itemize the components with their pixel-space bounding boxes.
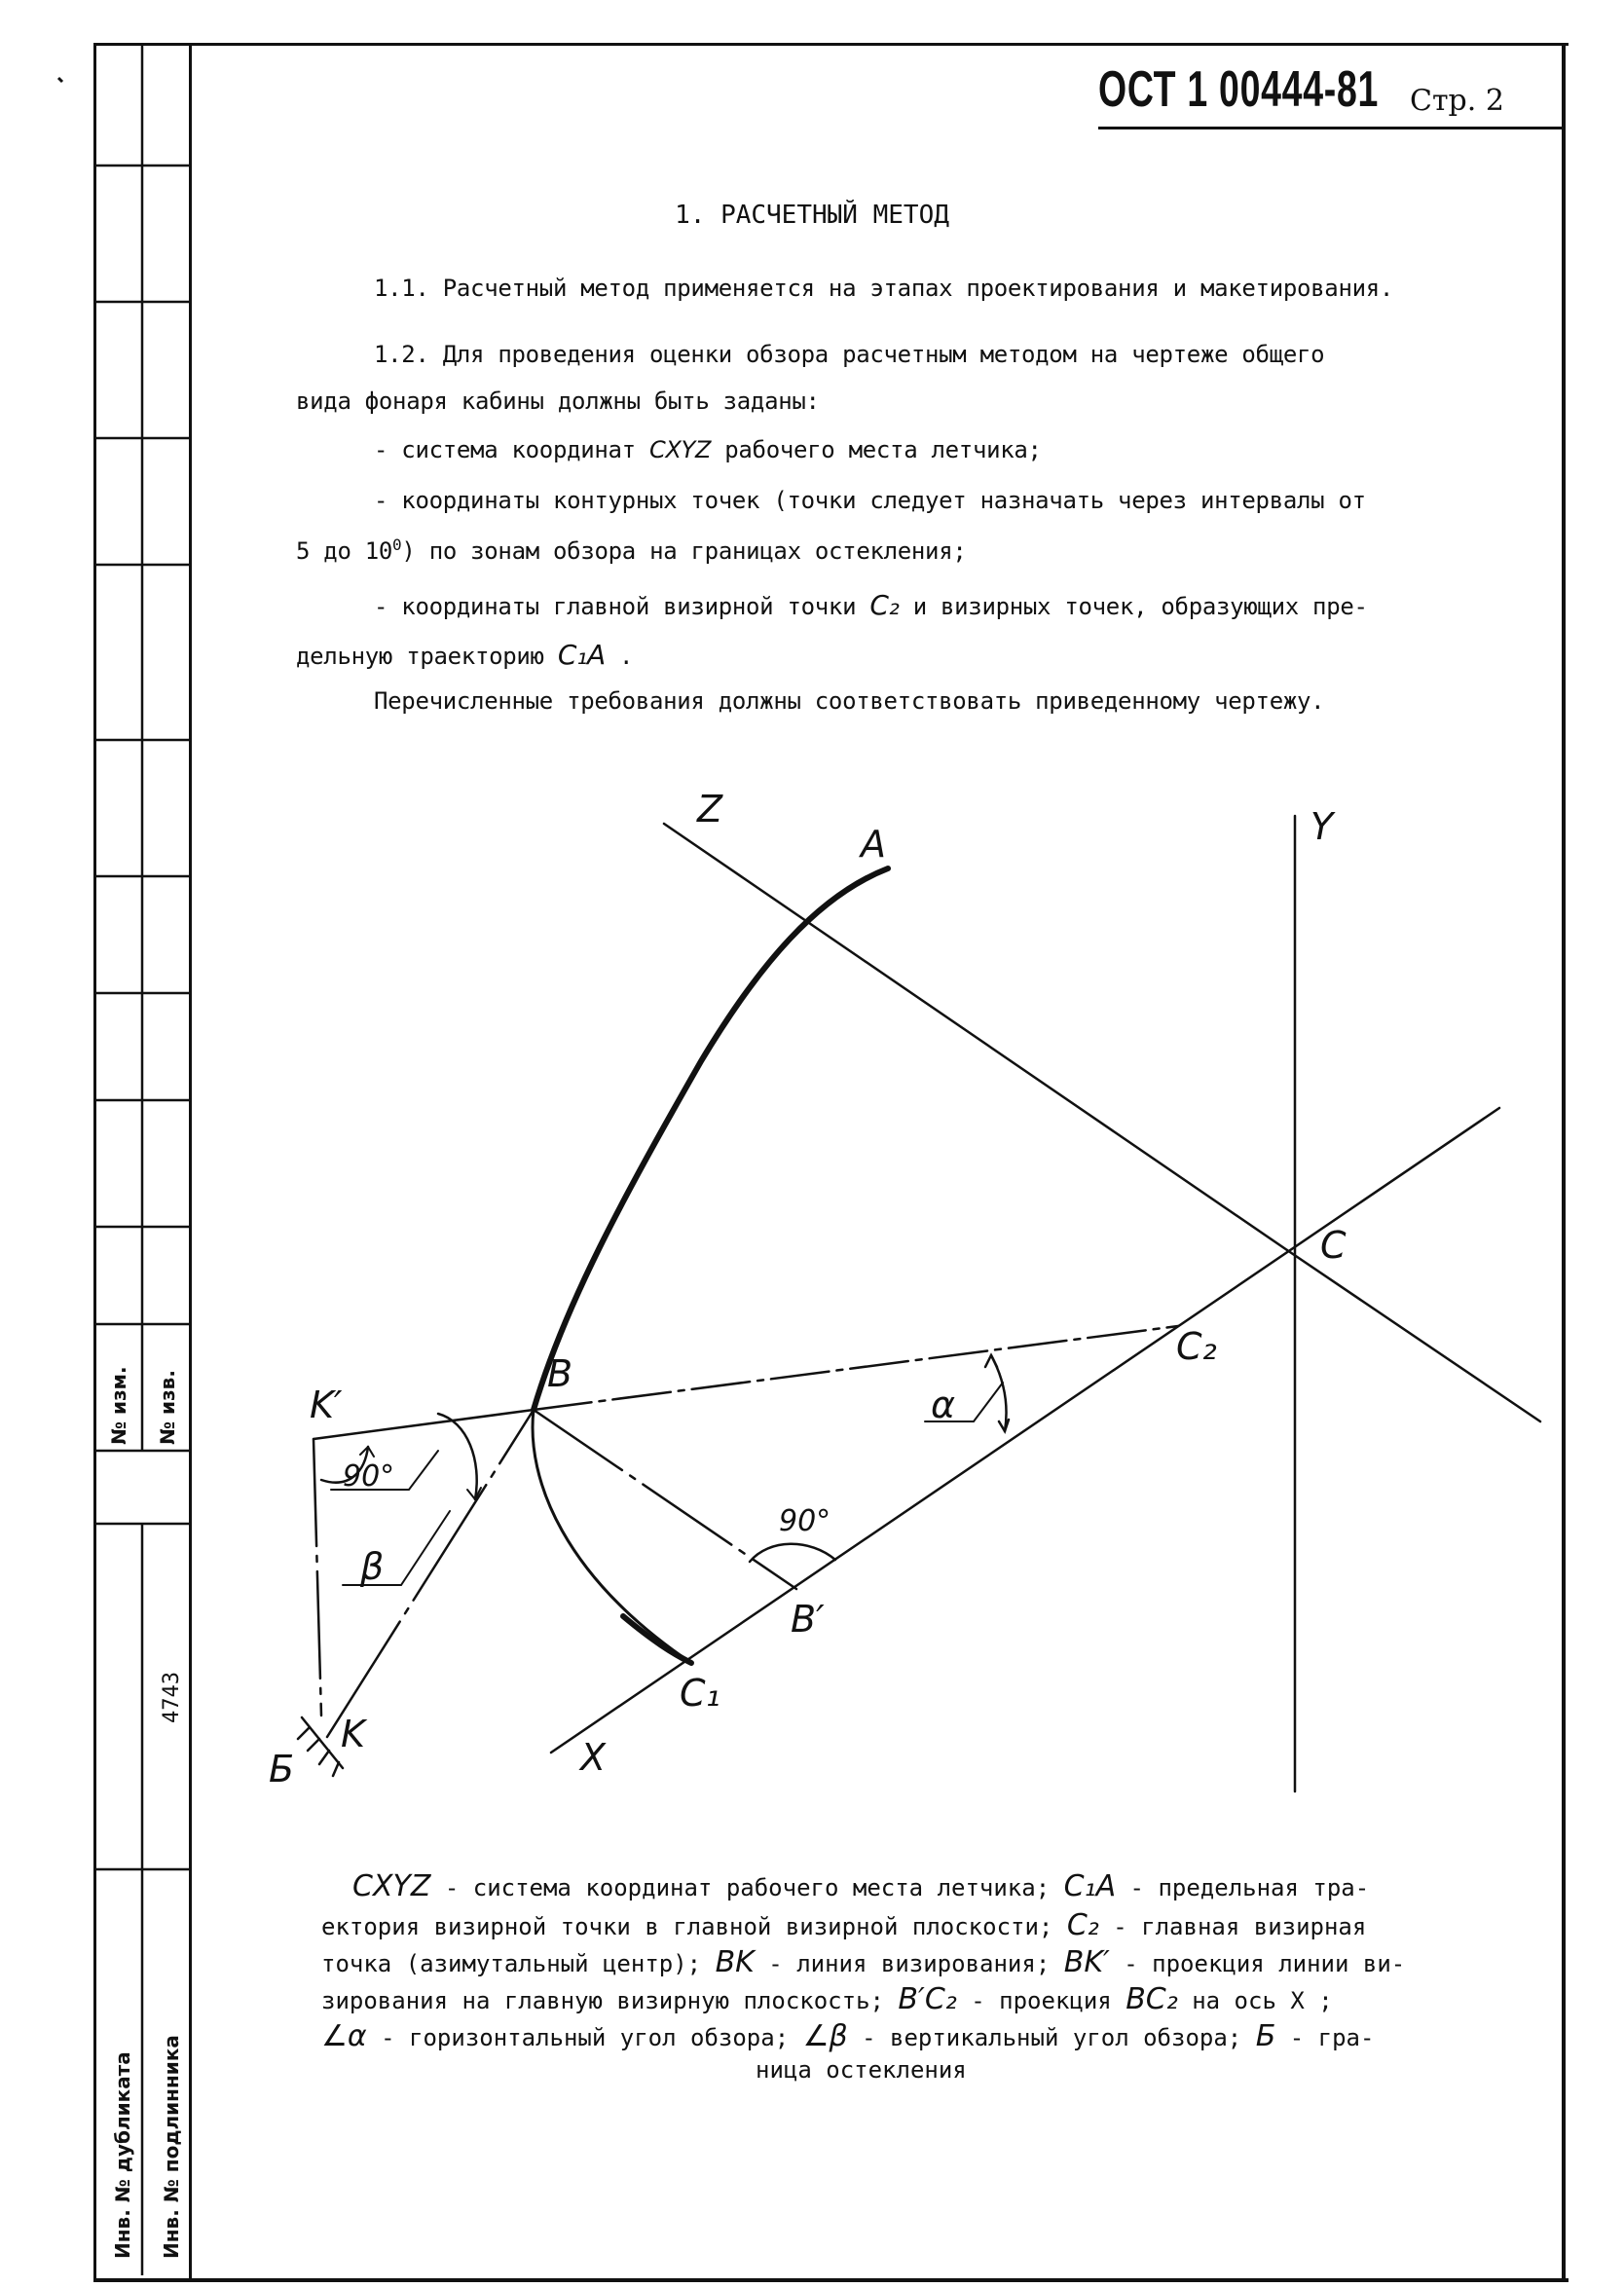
- label-z: Z: [697, 788, 723, 830]
- trajectory-curve-lower: [533, 1410, 691, 1663]
- caption-line-3: [321, 1945, 1405, 1979]
- symbol-bk-prime: BK′: [1063, 1945, 1110, 1979]
- symbol-c2: C₂: [1066, 1908, 1099, 1942]
- degree-sup: 0: [392, 535, 402, 554]
- label-90-left: 90°: [343, 1459, 395, 1494]
- list-item-text: и визирных точек, образующих пре-: [899, 593, 1368, 620]
- caption-text: точка (азимутальный центр);: [321, 1950, 716, 1977]
- label-b: B: [547, 1352, 573, 1395]
- list-item-text: 5 до 10: [296, 537, 393, 565]
- caption-text: на ось X ;: [1177, 1987, 1333, 2014]
- change-number-label: № изм.: [107, 1366, 130, 1445]
- caption-line-6: ница остекления: [756, 2056, 967, 2084]
- inv-duplicate-label: Инв. № дубликата: [111, 2051, 134, 2259]
- caption-text: - гра-: [1275, 2024, 1375, 2051]
- list-item-text: дельную траекторию: [296, 643, 558, 670]
- label-x: X: [580, 1736, 607, 1779]
- caption-line-1: [352, 1869, 1369, 1903]
- caption-text: - проекция: [956, 1987, 1126, 2014]
- caption-text: зирования на главную визирную плоскость;: [321, 1987, 899, 2014]
- list-item-contour-points-line1: - координаты контурных точек (точки следует назначать через интервалы от: [374, 487, 1366, 514]
- label-90-mid: 90°: [779, 1504, 831, 1538]
- projection-line-kb: [314, 1410, 534, 1439]
- sight-projection-line: [534, 1326, 1178, 1410]
- label-beta: β: [360, 1545, 385, 1588]
- right-angle-arc-mid: [750, 1544, 835, 1562]
- z-axis-line: [664, 824, 1287, 1250]
- paragraph-1-1: 1.1. Расчетный метод применяется на этапах проектирования и макетирования.: [374, 275, 1394, 302]
- trajectory-curve-upper: [534, 868, 888, 1410]
- document-code: ОСТ 1 00444-81: [1098, 61, 1380, 118]
- notice-number-label: № изв.: [156, 1370, 179, 1445]
- caption-text: - горизонтальный угол обзора;: [366, 2024, 803, 2051]
- symbol-glazing: Б: [1255, 2019, 1276, 2053]
- inventory-number: 4743: [160, 1672, 184, 1723]
- inv-original-label: Инв. № подлинника: [160, 2035, 183, 2259]
- symbol-c1a: C₁A: [1063, 1869, 1117, 1903]
- diagonal-line: [1287, 1250, 1540, 1421]
- label-c: C: [1320, 1224, 1347, 1267]
- caption-text: - предельная тра-: [1116, 1874, 1370, 1901]
- trajectory-curve-end: [623, 1616, 691, 1663]
- paragraph-1-2-line1: 1.2. Для проведения оценки обзора расчетным методом на чертеже общего: [374, 341, 1325, 368]
- label-k: K: [341, 1713, 365, 1755]
- label-b-prime: B′: [791, 1598, 825, 1641]
- paragraph-1-2-line2: вида фонаря кабины должны быть заданы:: [296, 387, 820, 415]
- label-c1: C₁: [680, 1672, 720, 1715]
- caption-line-2: [321, 1908, 1366, 1942]
- list-item-text: - система координат: [374, 436, 649, 463]
- section-title: 1. РАСЧЕТНЫЙ МЕТОД: [675, 201, 949, 230]
- caption-line-5: [321, 2019, 1374, 2053]
- symbol-angle-alpha: ∠α: [321, 2019, 367, 2053]
- label-glazing: Б: [269, 1748, 295, 1790]
- symbol-angle-beta: ∠β: [802, 2019, 848, 2053]
- caption-line-4: [321, 1982, 1333, 2016]
- caption-text: - вертикальный угол обзора;: [847, 2024, 1256, 2051]
- beta-arc: [438, 1414, 477, 1499]
- page-number: Стр. 2: [1410, 84, 1504, 118]
- symbol-cxyz: CXYZ: [352, 1869, 431, 1903]
- symbol-bk: BK: [715, 1945, 755, 1979]
- perpendicular-bb: [534, 1410, 796, 1589]
- list-item-text: - координаты главной визирной точки: [374, 593, 870, 620]
- label-c2: C₂: [1176, 1325, 1217, 1368]
- caption-text: ектория визирной точки в главной визирной плоскости;: [321, 1913, 1067, 1940]
- symbol-cxyz: CXYZ: [649, 436, 712, 463]
- label-alpha: α: [931, 1384, 956, 1426]
- label-k-prime: K′: [310, 1384, 343, 1426]
- list-item-text: ) по зонам обзора на границах остекления;: [401, 537, 967, 565]
- caption-text: - система координат рабочего места летчика;: [430, 1874, 1064, 1901]
- label-y: Y: [1310, 805, 1334, 848]
- list-item-text: рабочего места летчика;: [711, 436, 1042, 463]
- alpha-arc: [991, 1355, 1006, 1431]
- closing-paragraph: Перечисленные требования должны соответствовать приведенному чертежу.: [374, 687, 1325, 715]
- label-a: A: [861, 823, 886, 866]
- x-axis-line: [551, 1108, 1499, 1753]
- symbol-c2: C₂: [869, 589, 900, 621]
- projection-line-kk: [314, 1439, 321, 1716]
- beta-leader: [343, 1511, 450, 1585]
- glazing-hatch: [298, 1717, 343, 1776]
- caption-text: - линия визирования;: [754, 1950, 1064, 1977]
- list-item-text: .: [605, 643, 634, 670]
- symbol-bc2: BC₂: [1126, 1982, 1178, 2016]
- caption-text: - проекция линии ви-: [1109, 1950, 1406, 1977]
- symbol-b-prime-c2: B′C₂: [898, 1982, 957, 2016]
- symbol-c1a: C₁A: [557, 639, 606, 671]
- caption-text: - главная визирная: [1098, 1913, 1367, 1940]
